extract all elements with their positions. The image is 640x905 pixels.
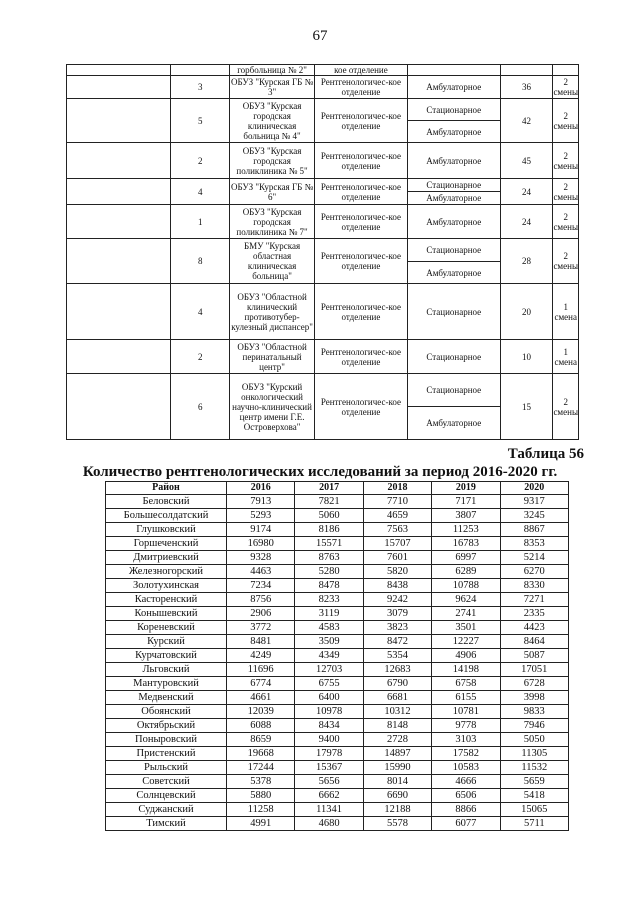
table-row (106, 775, 569, 789)
table-row (106, 747, 569, 761)
value-cell: 10583 (432, 761, 500, 775)
unit-count-cell: 1 (171, 205, 230, 239)
service-type-cell: Амбулаторное (407, 143, 500, 179)
district-cell: Мантуровский (106, 677, 227, 691)
value-cell: 7946 (500, 719, 568, 733)
value-cell: 6088 (227, 719, 295, 733)
table-row (106, 523, 569, 537)
service-type-cell: Амбулаторное (407, 121, 500, 143)
district-cell: Льговский (106, 663, 227, 677)
facility-name-cell: ОБУЗ "Областной перинатальный центр" (230, 340, 315, 374)
value-cell: 4463 (227, 565, 295, 579)
district-cell: Конышевский (106, 607, 227, 621)
value-cell: 4906 (432, 649, 500, 663)
service-type-cell: Стационарное (407, 179, 500, 192)
service-type-cell: Стационарное (407, 284, 500, 340)
empty-cell (67, 239, 171, 284)
value-cell: 3509 (295, 635, 363, 649)
header-year: 2019 (432, 482, 500, 495)
value-cell: 5050 (500, 733, 568, 747)
district-cell: Глушковский (106, 523, 227, 537)
equipment-count-cell: 24 (500, 205, 553, 239)
facility-name-cell: ОБУЗ "Областной клинический противотубер-кулезный диспансер" (230, 284, 315, 340)
shift-cell: 2 смены (553, 374, 579, 440)
shift-cell: 1 смена (553, 340, 579, 374)
table-row (106, 607, 569, 621)
unit-count-cell: 6 (171, 374, 230, 440)
department-cell: Рентгенологичес-кое отделение (315, 340, 408, 374)
value-cell: 9174 (227, 523, 295, 537)
value-cell: 6662 (295, 789, 363, 803)
value-cell: 9624 (432, 593, 500, 607)
header-year: 2016 (227, 482, 295, 495)
department-cell: Рентгенологичес-кое отделение (315, 179, 408, 205)
value-cell: 12188 (363, 803, 431, 817)
value-cell: 2906 (227, 607, 295, 621)
district-cell: Поныровский (106, 733, 227, 747)
service-type-cell: Стационарное (407, 99, 500, 121)
table-row (67, 99, 579, 121)
service-type-cell: Амбулаторное (407, 407, 500, 440)
table-row (106, 509, 569, 523)
facility-name-cell: ОБУЗ "Курская городская поликлиника № 5" (230, 143, 315, 179)
unit-count-cell: 8 (171, 239, 230, 284)
value-cell: 16783 (432, 537, 500, 551)
table-row (67, 284, 579, 340)
table-row (106, 677, 569, 691)
value-cell: 3772 (227, 621, 295, 635)
value-cell: 7821 (295, 495, 363, 509)
value-cell: 4423 (500, 621, 568, 635)
value-cell: 15065 (500, 803, 568, 817)
value-cell: 6155 (432, 691, 500, 705)
value-cell: 8763 (295, 551, 363, 565)
district-cell: Тимский (106, 817, 227, 831)
table-row (106, 803, 569, 817)
value-cell: 15367 (295, 761, 363, 775)
unit-count-cell: 4 (171, 179, 230, 205)
district-cell: Советский (106, 775, 227, 789)
value-cell: 5820 (363, 565, 431, 579)
value-cell: 8481 (227, 635, 295, 649)
table-row (106, 495, 569, 509)
shift-cell: 1 смена (553, 284, 579, 340)
value-cell: 5578 (363, 817, 431, 831)
value-cell: 3501 (432, 621, 500, 635)
value-cell: 5293 (227, 509, 295, 523)
value-cell: 6690 (363, 789, 431, 803)
value-cell: 3245 (500, 509, 568, 523)
value-cell: 11253 (432, 523, 500, 537)
empty-cell (67, 374, 171, 440)
table-row (106, 691, 569, 705)
facility-name-cell: горбольница № 2" (230, 65, 315, 76)
shift-cell (553, 65, 579, 76)
service-type-cell: Амбулаторное (407, 205, 500, 239)
value-cell: 4659 (363, 509, 431, 523)
district-cell: Касторенский (106, 593, 227, 607)
empty-cell (67, 76, 171, 99)
shift-cell: 2 смены (553, 143, 579, 179)
service-type-cell: Стационарное (407, 340, 500, 374)
empty-cell (67, 179, 171, 205)
value-cell: 3823 (363, 621, 431, 635)
table-row (67, 239, 579, 262)
value-cell: 9317 (500, 495, 568, 509)
value-cell: 3103 (432, 733, 500, 747)
value-cell: 8866 (432, 803, 500, 817)
value-cell: 11532 (500, 761, 568, 775)
district-cell: Рыльский (106, 761, 227, 775)
district-cell: Медвенский (106, 691, 227, 705)
value-cell: 5711 (500, 817, 568, 831)
value-cell: 4991 (227, 817, 295, 831)
value-cell: 7913 (227, 495, 295, 509)
value-cell: 3807 (432, 509, 500, 523)
value-cell: 12039 (227, 705, 295, 719)
value-cell: 4583 (295, 621, 363, 635)
equipment-count-cell: 20 (500, 284, 553, 340)
value-cell: 5354 (363, 649, 431, 663)
district-cell: Октябрьский (106, 719, 227, 733)
shift-cell: 2 смены (553, 77, 578, 97)
facilities-table (66, 64, 579, 440)
empty-cell (67, 205, 171, 239)
value-cell: 17051 (500, 663, 568, 677)
service-type-cell: Амбулаторное (407, 76, 500, 99)
equipment-count-cell: 42 (500, 99, 553, 143)
value-cell: 2728 (363, 733, 431, 747)
table-row (106, 761, 569, 775)
value-cell: 10312 (363, 705, 431, 719)
facility-name-cell: ОБУЗ "Курская ГБ № 3" (230, 77, 314, 97)
value-cell: 3998 (500, 691, 568, 705)
department-cell: Рентгенологичес-кое отделение (315, 143, 408, 179)
service-type-cell: Амбулаторное (407, 262, 500, 284)
value-cell: 10788 (432, 579, 500, 593)
value-cell: 3079 (363, 607, 431, 621)
equipment-count-cell: 36 (500, 76, 553, 99)
unit-count-cell: 5 (171, 99, 230, 143)
table-row (106, 635, 569, 649)
unit-count-cell: 2 (171, 340, 230, 374)
value-cell: 15990 (363, 761, 431, 775)
value-cell: 8014 (363, 775, 431, 789)
value-cell: 5656 (295, 775, 363, 789)
value-cell: 9242 (363, 593, 431, 607)
value-cell: 11305 (500, 747, 568, 761)
value-cell: 8478 (295, 579, 363, 593)
facility-name-cell: ОБУЗ "Курский онкологический научно-клинический центр имени Г.Е. Островерхова" (230, 374, 315, 440)
shift-cell: 2 смены (553, 239, 579, 284)
table-row (106, 565, 569, 579)
header-year: 2018 (363, 482, 431, 495)
xray-exams-table (105, 481, 569, 831)
table-row (106, 593, 569, 607)
empty-cell (67, 340, 171, 374)
value-cell: 17244 (227, 761, 295, 775)
value-cell: 15571 (295, 537, 363, 551)
department-cell: Рентгенологичес-кое отделение (315, 284, 408, 340)
empty-cell (67, 284, 171, 340)
value-cell: 8233 (295, 593, 363, 607)
district-cell: Железногорский (106, 565, 227, 579)
unit-count-cell (171, 65, 230, 76)
value-cell: 7234 (227, 579, 295, 593)
table-row (67, 340, 579, 374)
value-cell: 8186 (295, 523, 363, 537)
table-row (67, 65, 579, 76)
table-row (106, 551, 569, 565)
value-cell: 15707 (363, 537, 431, 551)
value-cell: 5280 (295, 565, 363, 579)
equipment-count-cell (500, 65, 553, 76)
table-title: Количество рентгенологических исследований за период 2016-2020 гг. (82, 464, 558, 480)
value-cell: 9833 (500, 705, 568, 719)
value-cell: 11696 (227, 663, 295, 677)
value-cell: 11341 (295, 803, 363, 817)
value-cell: 8472 (363, 635, 431, 649)
value-cell: 8867 (500, 523, 568, 537)
district-cell: Большесолдатский (106, 509, 227, 523)
value-cell: 5880 (227, 789, 295, 803)
table-row (106, 719, 569, 733)
district-cell: Кореневский (106, 621, 227, 635)
header-district: Район (106, 482, 227, 495)
district-cell: Курский (106, 635, 227, 649)
value-cell: 4661 (227, 691, 295, 705)
value-cell: 5418 (500, 789, 568, 803)
value-cell: 16980 (227, 537, 295, 551)
shift-cell: 2 смены (553, 205, 579, 239)
table-row (106, 789, 569, 803)
value-cell: 10978 (295, 705, 363, 719)
value-cell: 12227 (432, 635, 500, 649)
value-cell: 7710 (363, 495, 431, 509)
facility-name-cell: ОБУЗ "Курская ГБ № 6" (230, 179, 315, 205)
facility-name-cell: ОБУЗ "Курская городская клиническая больница № 4" (230, 99, 315, 143)
table-row (106, 733, 569, 747)
unit-count-cell: 3 (171, 76, 230, 99)
value-cell: 6270 (500, 565, 568, 579)
value-cell: 6790 (363, 677, 431, 691)
value-cell: 6728 (500, 677, 568, 691)
table-row (67, 179, 579, 192)
equipment-count-cell: 24 (500, 179, 553, 205)
empty-cell (67, 143, 171, 179)
shift-cell: 2 смены (553, 99, 579, 143)
value-cell: 8148 (363, 719, 431, 733)
service-type-cell: Стационарное (407, 374, 500, 407)
value-cell: 8434 (295, 719, 363, 733)
value-cell: 2741 (432, 607, 500, 621)
department-cell: Рентгенологичес-кое отделение (315, 374, 408, 440)
value-cell: 5214 (500, 551, 568, 565)
value-cell: 9778 (432, 719, 500, 733)
district-cell: Золотухинская (106, 579, 227, 593)
value-cell: 8659 (227, 733, 295, 747)
table-row (106, 663, 569, 677)
value-cell: 7563 (363, 523, 431, 537)
service-type-cell (407, 65, 500, 76)
district-cell: Беловский (106, 495, 227, 509)
value-cell: 4680 (295, 817, 363, 831)
table-row (106, 649, 569, 663)
value-cell: 17978 (295, 747, 363, 761)
value-cell: 7171 (432, 495, 500, 509)
table-label: Таблица 56 (507, 446, 584, 462)
table-row (67, 143, 579, 179)
header-year: 2020 (500, 482, 568, 495)
value-cell: 6400 (295, 691, 363, 705)
table-row (106, 537, 569, 551)
value-cell: 12703 (295, 663, 363, 677)
table-row (106, 705, 569, 719)
value-cell: 5378 (227, 775, 295, 789)
value-cell: 8438 (363, 579, 431, 593)
header-year: 2017 (295, 482, 363, 495)
district-cell: Солнцевский (106, 789, 227, 803)
value-cell: 12683 (363, 663, 431, 677)
value-cell: 14897 (363, 747, 431, 761)
facility-name-cell: ОБУЗ "Курская городская поликлиника № 7" (230, 205, 315, 239)
shift-cell: 2 смены (553, 179, 579, 205)
value-cell: 6506 (432, 789, 500, 803)
value-cell: 8353 (500, 537, 568, 551)
district-cell: Обоянский (106, 705, 227, 719)
equipment-count-cell: 45 (500, 143, 553, 179)
value-cell: 9400 (295, 733, 363, 747)
equipment-count-cell: 10 (500, 340, 553, 374)
service-type-cell: Амбулаторное (407, 192, 500, 205)
value-cell: 17582 (432, 747, 500, 761)
service-type-cell: Стационарное (407, 239, 500, 262)
value-cell: 6755 (295, 677, 363, 691)
page-number: 67 (312, 28, 328, 44)
value-cell: 3119 (295, 607, 363, 621)
value-cell: 4249 (227, 649, 295, 663)
district-cell: Пристенский (106, 747, 227, 761)
value-cell: 11258 (227, 803, 295, 817)
department-cell: Рентгенологичес-кое отделение (315, 76, 408, 99)
value-cell: 6681 (363, 691, 431, 705)
value-cell: 8756 (227, 593, 295, 607)
unit-count-cell: 2 (171, 143, 230, 179)
value-cell: 5060 (295, 509, 363, 523)
facility-name-cell: БМУ "Курская областная клиническая больница" (230, 239, 315, 284)
value-cell: 8464 (500, 635, 568, 649)
value-cell: 9328 (227, 551, 295, 565)
department-cell: кое отделение (315, 65, 408, 76)
value-cell: 14198 (432, 663, 500, 677)
value-cell: 7601 (363, 551, 431, 565)
table-row (67, 374, 579, 407)
table-row (67, 205, 579, 239)
table-row (106, 579, 569, 593)
equipment-count-cell: 15 (500, 374, 553, 440)
district-cell: Курчатовский (106, 649, 227, 663)
value-cell: 2335 (500, 607, 568, 621)
table-row (67, 76, 579, 99)
district-cell: Горшеченский (106, 537, 227, 551)
value-cell: 10781 (432, 705, 500, 719)
value-cell: 19668 (227, 747, 295, 761)
department-cell: Рентгенологичес-кое отделение (315, 99, 408, 143)
value-cell: 5659 (500, 775, 568, 789)
value-cell: 6997 (432, 551, 500, 565)
value-cell: 6774 (227, 677, 295, 691)
empty-cell (67, 65, 171, 76)
equipment-count-cell: 28 (500, 239, 553, 284)
value-cell: 4666 (432, 775, 500, 789)
value-cell: 7271 (500, 593, 568, 607)
department-cell: Рентгенологичес-кое отделение (315, 205, 408, 239)
district-cell: Суджанский (106, 803, 227, 817)
unit-count-cell: 4 (171, 284, 230, 340)
value-cell: 6077 (432, 817, 500, 831)
value-cell: 8330 (500, 579, 568, 593)
department-cell: Рентгенологичес-кое отделение (315, 239, 408, 284)
value-cell: 6289 (432, 565, 500, 579)
district-cell: Дмитриевский (106, 551, 227, 565)
empty-cell (67, 99, 171, 143)
value-cell: 6758 (432, 677, 500, 691)
table-row (106, 621, 569, 635)
value-cell: 5087 (500, 649, 568, 663)
table-row (106, 817, 569, 831)
value-cell: 4349 (295, 649, 363, 663)
